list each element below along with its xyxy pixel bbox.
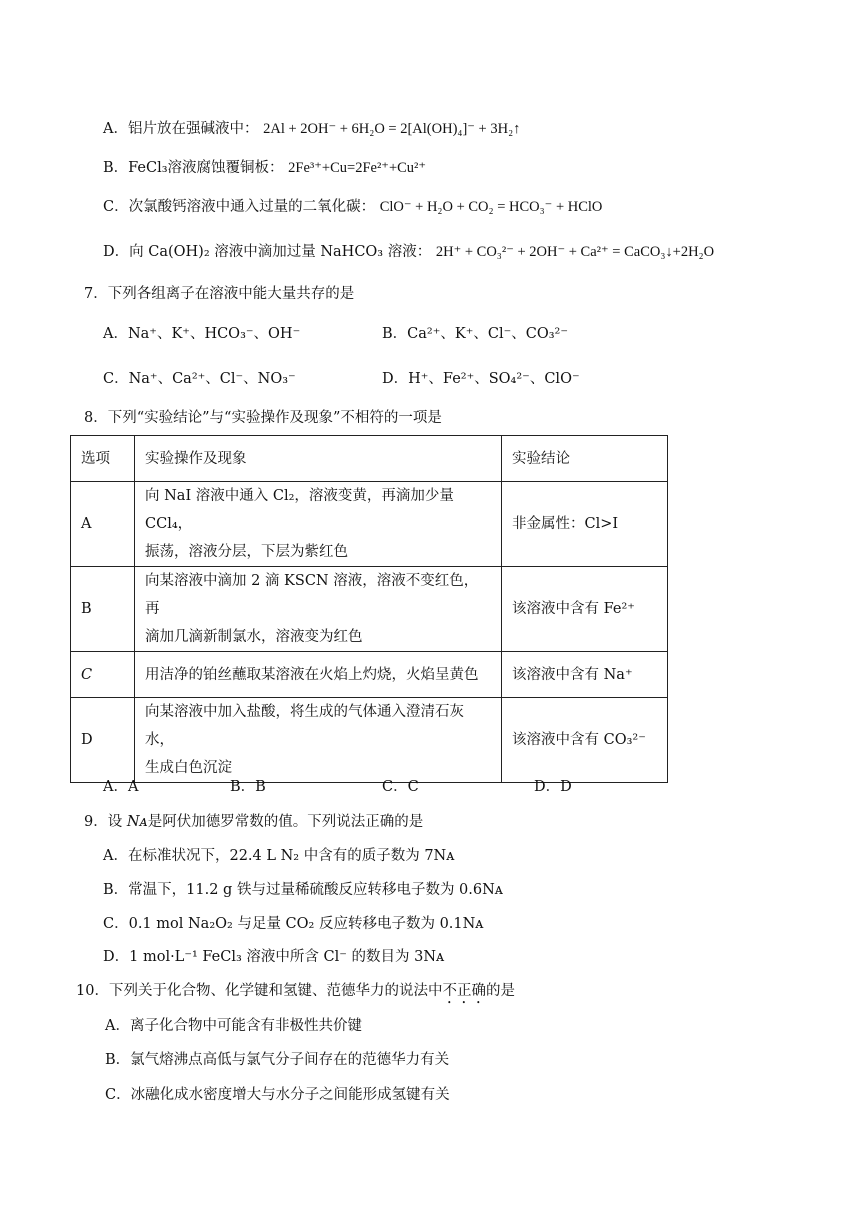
q6-option-a: [103, 119, 520, 139]
table-row: [71, 698, 668, 783]
q6-option-a-equation: 2Al + 2OH⁻ + 6H₂O = 2[Al(OH)₄]⁻ + 3H₂↑: [263, 121, 521, 137]
row-conclusion: 该溶液中含有 Na⁺: [502, 652, 668, 698]
row-operation: [135, 652, 502, 698]
row-option: D: [71, 698, 135, 783]
q9-option-b: B．常温下，11.2 g 铁与过量稀硫酸反应转移电子数为 0.6Nᴀ: [103, 882, 503, 898]
q10-option-b: B．氯气熔沸点高低与氯气分子间存在的范德华力有关: [105, 1052, 450, 1068]
q8-answer-a: A．A: [103, 779, 139, 795]
q8-stem: 8．下列“实验结论”与“实验操作及现象”不相符的一项是: [84, 410, 442, 426]
q6-option-c-equation: ClO⁻ + H₂O + CO₂ = HCO₃⁻ + HClO: [379, 199, 603, 215]
header-conclusion: 实验结论: [502, 436, 668, 482]
row-conclusion: 该溶液中含有 CO₃²⁻: [502, 698, 668, 783]
header-operation: 实验操作及现象: [135, 436, 502, 482]
q9-option-d: D．1 mol·L⁻¹ FeCl₃ 溶液中所含 Cl⁻ 的数目为 3Nᴀ: [103, 949, 445, 965]
q10-stem-pre: 10．下列关于化合物、化学键和氢键、范德华力的说法中: [76, 983, 443, 999]
row-option: C: [71, 652, 135, 698]
q7-option-a: A．Na⁺、K⁺、HCO₃⁻、OH⁻: [103, 326, 301, 342]
row-operation: [135, 482, 502, 567]
table-header-row: [71, 436, 668, 482]
row-conclusion: 非金属性：Cl>I: [502, 482, 668, 567]
q6-option-b-label: B．FeCl₃溶液腐蚀覆铜板：: [103, 160, 284, 176]
q6-option-d-label: D．向 Ca(OH)₂ 溶液中滴加过量 NaHCO₃ 溶液：: [103, 244, 432, 260]
q6-option-d: [103, 242, 714, 262]
q9-option-a: A．在标准状况下，22.4 L N₂ 中含有的质子数为 7Nᴀ: [103, 848, 455, 864]
row-operation-line2: 生成白色沉淀: [145, 760, 232, 776]
q10-option-c: C．冰融化成水密度增大与水分子之间能形成氢键有关: [105, 1087, 450, 1103]
q9-option-c: C．0.1 mol Na₂O₂ 与足量 CO₂ 反应转移电子数为 0.1Nᴀ: [103, 916, 484, 932]
q6-option-c-label: C．次氯酸钙溶液中通入过量的二氧化碳：: [103, 199, 376, 215]
q8-answer-b: B．B: [230, 779, 266, 795]
q8-answer-d: D．D: [534, 779, 572, 795]
row-conclusion: 该溶液中含有 Fe²⁺: [502, 567, 668, 652]
row-operation-line2: 滴加几滴新制氯水，溶液变为红色: [145, 629, 363, 645]
row-operation: [135, 567, 502, 652]
q10-stem-emphasis: 不正确: [442, 983, 486, 999]
q6-option-c: [103, 197, 602, 217]
row-operation-line1: 用洁净的铂丝蘸取某溶液在火焰上灼烧，火焰呈黄色: [145, 666, 479, 683]
row-operation-line1: 向某溶液中滴加 2 滴 KSCN 溶液，溶液不变红色，再: [145, 573, 479, 617]
q9-stem-na: Nᴀ: [126, 814, 148, 830]
q10-option-a: A．离子化合物中可能含有非极性共价键: [105, 1018, 362, 1034]
q6-option-d-equation: 2H⁺ + CO₃²⁻ + 2OH⁻ + Ca²⁺ = CaCO₃↓+2H₂O: [435, 244, 715, 260]
table-row: [71, 567, 668, 652]
q8-experiment-table: [70, 435, 668, 783]
q6-option-b-equation: 2Fe³⁺+Cu=2Fe²⁺+Cu²⁺: [288, 160, 427, 176]
table-row: [71, 652, 668, 698]
row-option: A: [71, 482, 135, 567]
row-option: B: [71, 567, 135, 652]
q7-option-b: B．Ca²⁺、K⁺、Cl⁻、CO₃²⁻: [382, 326, 568, 342]
q9-stem-post: 是阿伏加德罗常数的值。下列说法正确的是: [147, 814, 424, 830]
row-operation-line1: 向 NaI 溶液中通入 Cl₂，溶液变黄，再滴加少量 CCl₄，: [145, 488, 454, 532]
table-row: [71, 482, 668, 567]
q9-stem: [84, 812, 423, 832]
row-operation: [135, 698, 502, 783]
row-operation-line2: 振荡，溶液分层，下层为紫红色: [145, 544, 348, 560]
q8-answer-c: C．C: [382, 779, 419, 795]
q7-option-c: C．Na⁺、Ca²⁺、Cl⁻、NO₃⁻: [103, 371, 296, 387]
q6-option-a-label: A．铝片放在强碱液中：: [103, 121, 259, 137]
row-operation-line1: 向某溶液中加入盐酸，将生成的气体通入澄清石灰水，: [145, 704, 464, 748]
q9-stem-pre: 9．设: [84, 814, 127, 830]
q7-stem: 7．下列各组离子在溶液中能大量共存的是: [84, 286, 355, 302]
q7-option-d: D．H⁺、Fe²⁺、SO₄²⁻、ClO⁻: [382, 371, 580, 387]
q6-option-b: [103, 158, 426, 178]
q10-stem: [76, 981, 515, 1007]
q10-stem-post: 的是: [485, 983, 515, 999]
header-option: 选项: [71, 436, 135, 482]
